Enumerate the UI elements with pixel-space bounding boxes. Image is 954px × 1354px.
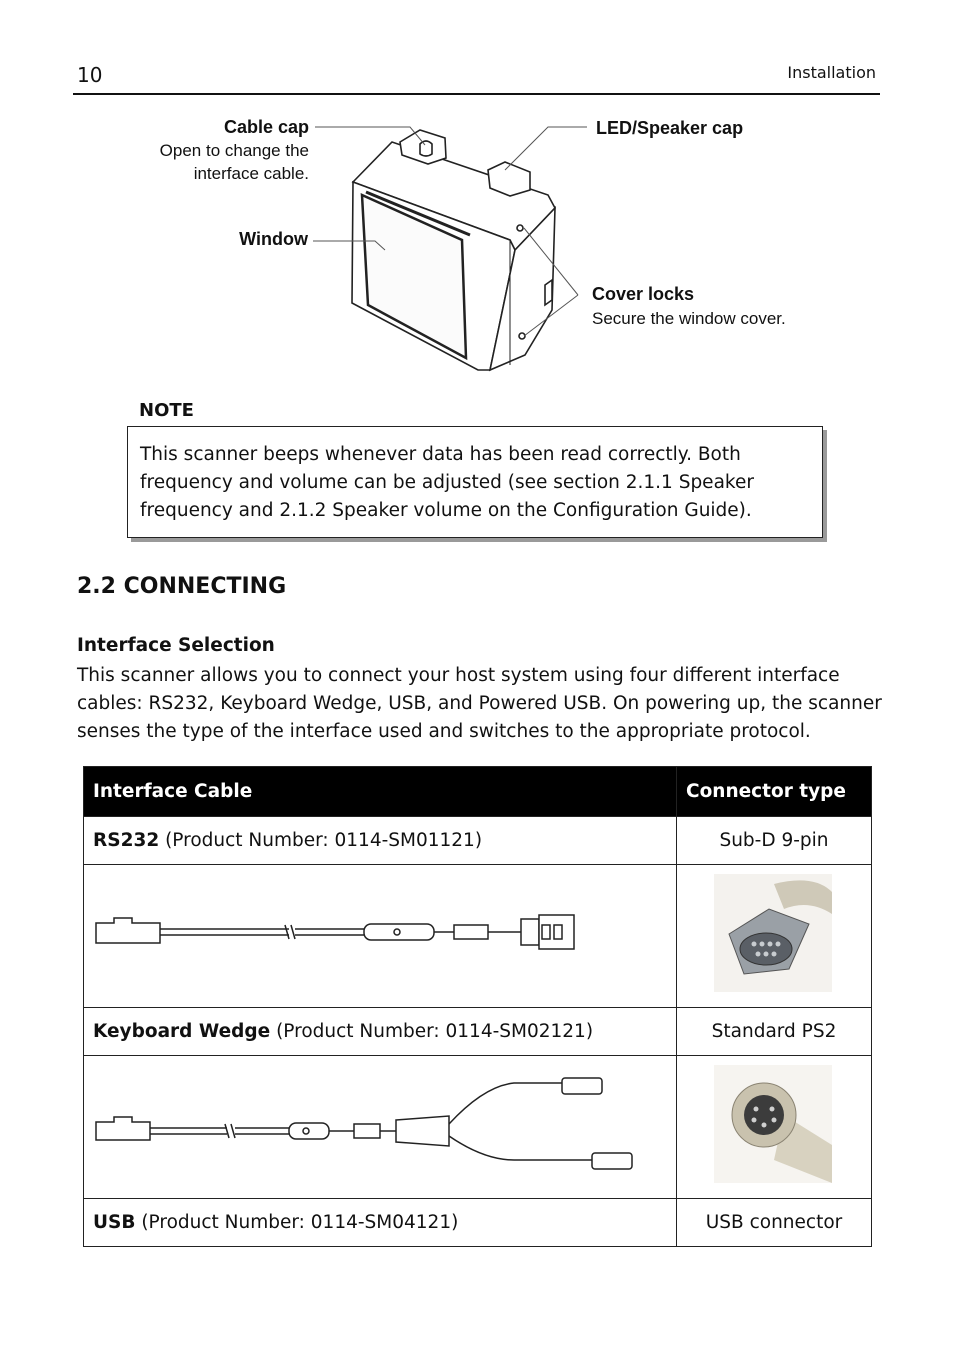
page-number: 10 (77, 63, 103, 87)
cable-cap-desc-1: Open to change the (159, 141, 309, 160)
product-number: (Product Number: 0114-SM01121) (159, 830, 483, 851)
ps2-connector-photo (714, 1065, 832, 1183)
cable-diagram-cell (84, 865, 677, 1008)
paragraph-line: cables: RS232, Keyboard Wedge, USB, and Powered USB. On powering up, the scanner (77, 693, 882, 714)
note-line: frequency and 2.1.2 Speaker volume on the Configuration Guide). (140, 500, 752, 521)
led-speaker-cap-label: LED/Speaker cap (596, 118, 744, 138)
table-row (84, 1199, 872, 1247)
header-rule (73, 93, 880, 95)
rs232-cable-illustration (84, 865, 677, 1002)
product-number: (Product Number: 0114-SM02121) (270, 1021, 594, 1042)
cable-cell (84, 1008, 677, 1056)
section-title: Installation (787, 63, 876, 82)
table-row (84, 1008, 872, 1056)
note-label: NOTE (139, 400, 194, 421)
sub-d-connector-photo (714, 874, 832, 992)
section-heading: 2.2 CONNECTING (77, 574, 287, 599)
cable-cell (84, 1199, 677, 1247)
cable-name: RS232 (93, 830, 160, 851)
cable-cap-label: Cable cap (223, 117, 309, 137)
paragraph-line: This scanner allows you to connect your host system using four different interface (77, 665, 840, 686)
keyboard-wedge-cable-illustration (84, 1056, 677, 1193)
cable-name: Keyboard Wedge (93, 1021, 271, 1042)
cover-locks-label: Cover locks (592, 284, 695, 304)
table-row (84, 1056, 872, 1199)
cable-cell (84, 817, 677, 865)
window-label: Window (239, 229, 308, 249)
connector-cell: Standard PS2 (677, 1008, 872, 1056)
table-row (84, 817, 872, 865)
column-header-connector: Connector type (677, 767, 872, 817)
connector-cell: Sub-D 9-pin (677, 817, 872, 865)
note-box (127, 426, 823, 538)
paragraph-line: senses the type of the interface used and switches to the appropriate protocol. (77, 721, 811, 742)
connector-cell: USB connector (677, 1199, 872, 1247)
cable-name: USB (93, 1212, 136, 1233)
interface-table (83, 766, 872, 1247)
product-number: (Product Number: 0114-SM04121) (135, 1212, 459, 1233)
note-text (140, 441, 810, 525)
cover-locks-desc: Secure the window cover. (592, 309, 786, 328)
cable-cap-desc-2: interface cable. (193, 164, 309, 183)
column-header-cable: Interface Cable (84, 767, 677, 817)
connector-photo-cell (677, 1056, 872, 1199)
table-row (84, 865, 872, 1008)
note-line: This scanner beeps whenever data has been read correctly. Both (140, 444, 741, 465)
note-line: frequency and volume can be adjusted (see section 2.1.1 Speaker (140, 472, 754, 493)
cable-diagram-cell (84, 1056, 677, 1199)
body-paragraph (77, 662, 882, 746)
subsection-heading: Interface Selection (77, 635, 275, 656)
connector-photo-cell (677, 865, 872, 1008)
